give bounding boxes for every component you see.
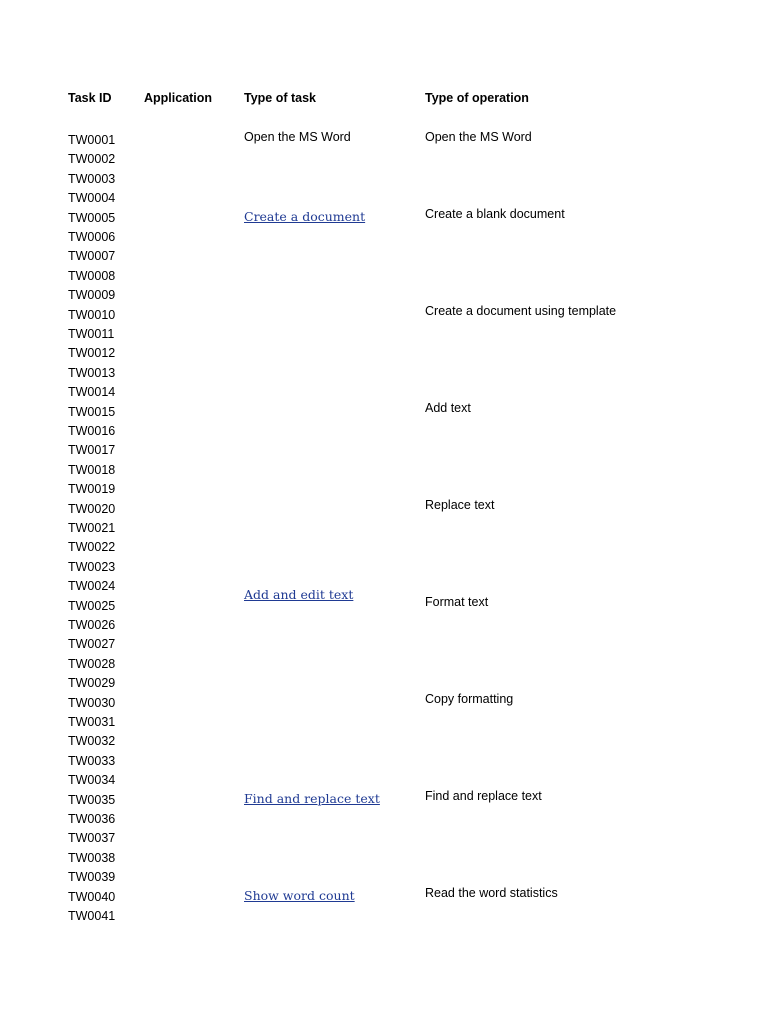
task-link-add-edit-text[interactable]: Add and edit text [244, 587, 354, 602]
operation-word-statistics: Read the word statistics [425, 886, 558, 900]
task-id-cell: TW0024 [68, 579, 116, 594]
task-id-cell: TW0013 [68, 365, 116, 380]
task-id-cell: TW0005 [68, 210, 116, 225]
task-id-cell: TW0032 [68, 734, 116, 749]
task-id-cell: TW0041 [68, 909, 116, 923]
task-id-cell: TW0016 [68, 424, 116, 438]
task-id-cell: TW0010 [68, 307, 116, 322]
task-id-cell: TW0004 [68, 191, 116, 206]
operation-copy-formatting: Copy formatting [425, 692, 514, 706]
task-id-cell: TW0002 [68, 152, 116, 167]
operation-add-text: Add text [425, 401, 471, 415]
task-id-cell: TW0031 [68, 715, 116, 729]
task-id-cell: TW0008 [68, 268, 116, 283]
task-word-count-cell [244, 888, 355, 904]
operation-blank-document: Create a blank document [425, 207, 565, 221]
header-type-of-operation: Type of operation [425, 91, 529, 105]
header-task-id: Task ID [68, 91, 112, 105]
task-id-cell: TW0001 [68, 133, 116, 147]
task-id-cell: TW0030 [68, 695, 116, 710]
operation-replace-text: Replace text [425, 498, 495, 512]
task-id-cell: TW0011 [68, 327, 115, 341]
task-id-cell: TW0021 [68, 521, 116, 535]
task-id-cell: TW0038 [68, 850, 116, 865]
task-id-cell: TW0025 [68, 598, 116, 613]
task-link-create-document[interactable]: Create a document [244, 209, 366, 224]
task-id-cell: TW0020 [68, 501, 116, 516]
header-type-of-task: Type of task [244, 91, 317, 105]
operation-format-text: Format text [425, 595, 489, 609]
task-link-find-replace[interactable]: Find and replace text [244, 791, 380, 806]
operation-template-document: Create a document using template [425, 304, 617, 318]
task-open-word: Open the MS Word [244, 130, 351, 144]
task-id-cell: TW0012 [68, 346, 116, 361]
task-id-cell: TW0022 [68, 540, 116, 555]
task-id-cell: TW0034 [68, 773, 116, 788]
task-id-cell: TW0040 [68, 889, 116, 904]
task-id-cell: TW0014 [68, 385, 116, 400]
task-create-document-cell [244, 209, 365, 225]
task-id-cell: TW0015 [68, 404, 116, 419]
header-application: Application [144, 91, 213, 105]
task-id-cell: TW0019 [68, 482, 116, 497]
task-id-cell: TW0033 [68, 753, 116, 768]
task-id-cell: TW0006 [68, 230, 116, 244]
task-id-cell: TW0009 [68, 288, 116, 303]
task-add-edit-text-cell [244, 587, 353, 603]
task-id-cell: TW0018 [68, 462, 116, 477]
task-id-cell: TW0035 [68, 792, 116, 807]
operation-open-word: Open the MS Word [425, 130, 532, 144]
task-id-cell: TW0039 [68, 870, 116, 885]
task-link-word-count[interactable]: Show word count [244, 888, 355, 903]
task-id-cell: TW0026 [68, 618, 116, 632]
task-id-cell: TW0017 [68, 443, 116, 458]
task-id-cell: TW0029 [68, 676, 116, 691]
task-id-cell: TW0036 [68, 812, 116, 826]
task-id-cell: TW0007 [68, 249, 116, 264]
task-id-cell: TW0027 [68, 637, 116, 652]
task-id-cell: TW0003 [68, 171, 116, 186]
task-id-cell: TW0028 [68, 656, 116, 671]
task-id-cell: TW0037 [68, 831, 116, 846]
task-find-replace-cell [244, 791, 380, 807]
operation-find-replace: Find and replace text [425, 789, 542, 803]
task-id-cell: TW0023 [68, 559, 116, 574]
